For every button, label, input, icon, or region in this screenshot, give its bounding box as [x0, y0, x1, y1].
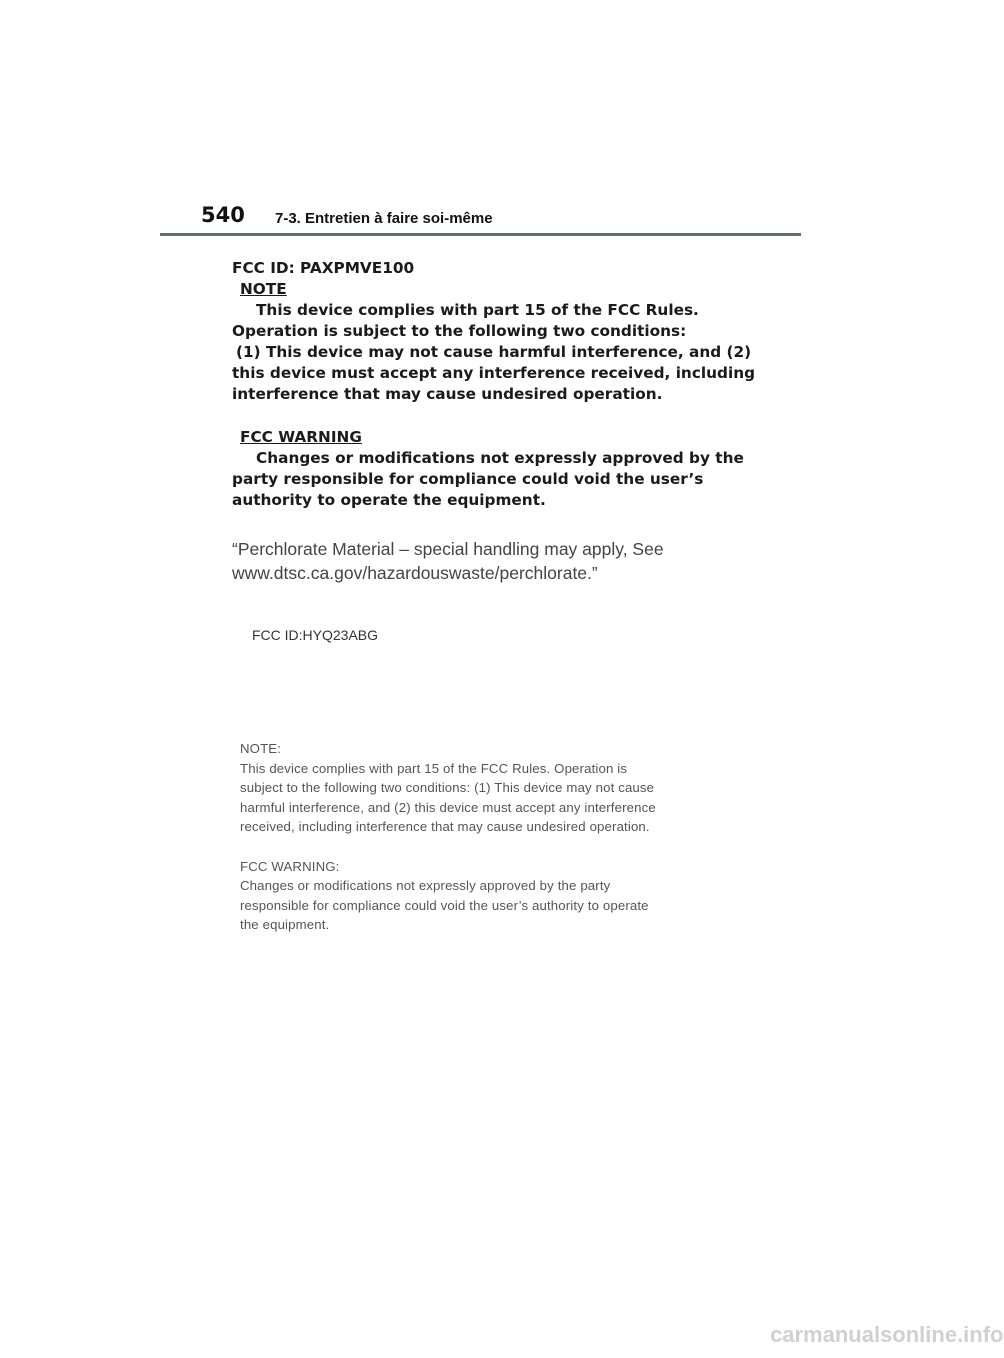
fcc-block-primary [232, 258, 756, 511]
warning-heading-secondary: FCC WARNING: [240, 858, 340, 874]
warning-line: party responsible for compliance could void the user’s [232, 470, 704, 488]
note-line: interference that may cause undesired operation. [232, 385, 663, 403]
warning-line-secondary: the equipment. [240, 917, 330, 932]
note-line: Operation is subject to the following two conditions: [232, 322, 687, 340]
fcc-id-heading: FCC ID: PAXPMVE100 [232, 259, 415, 277]
page-number: 540 [201, 203, 245, 227]
note-line-secondary: subject to the following two conditions: (1) This device may not cause [240, 780, 655, 795]
note-line-secondary: received, including interference that may cause undesired operation. [240, 819, 650, 834]
section-title: 7-3. Entretien à faire soi-même [275, 210, 493, 227]
fcc-id-secondary: FCC ID:HYQ23ABG [252, 627, 379, 643]
warning-line-secondary: responsible for compliance could void the user’s authority to operate [240, 897, 649, 913]
header-rule [160, 233, 801, 236]
fcc-block-secondary [240, 739, 740, 935]
warning-line: Changes or modifications not expressly approved by the [256, 449, 744, 467]
perchlorate-line: “Perchlorate Material – special handling may apply, See [232, 539, 664, 559]
warning-line: authority to operate the equipment. [232, 491, 546, 509]
perchlorate-line: www.dtsc.ca.gov/hazardouswaste/perchlorate.” [232, 563, 598, 583]
note-heading: NOTE [240, 280, 287, 298]
note-line: This device complies with part 15 of the FCC Rules. [256, 301, 699, 319]
watermark: carmanualsonline.info [770, 1322, 1004, 1347]
perchlorate-notice [232, 537, 752, 585]
note-line: (1) This device may not cause harmful interference, and (2) [236, 343, 752, 361]
note-line: this device must accept any interference received, including [232, 364, 756, 382]
warning-line-secondary: Changes or modifications not expressly approved by the party [240, 878, 611, 893]
note-heading-secondary: NOTE: [240, 741, 282, 756]
note-line-secondary: This device complies with part 15 of the FCC Rules. Operation is [240, 760, 628, 776]
warning-heading: FCC WARNING [240, 428, 362, 446]
note-line-secondary: harmful interference, and (2) this device must accept any interference [240, 799, 656, 815]
